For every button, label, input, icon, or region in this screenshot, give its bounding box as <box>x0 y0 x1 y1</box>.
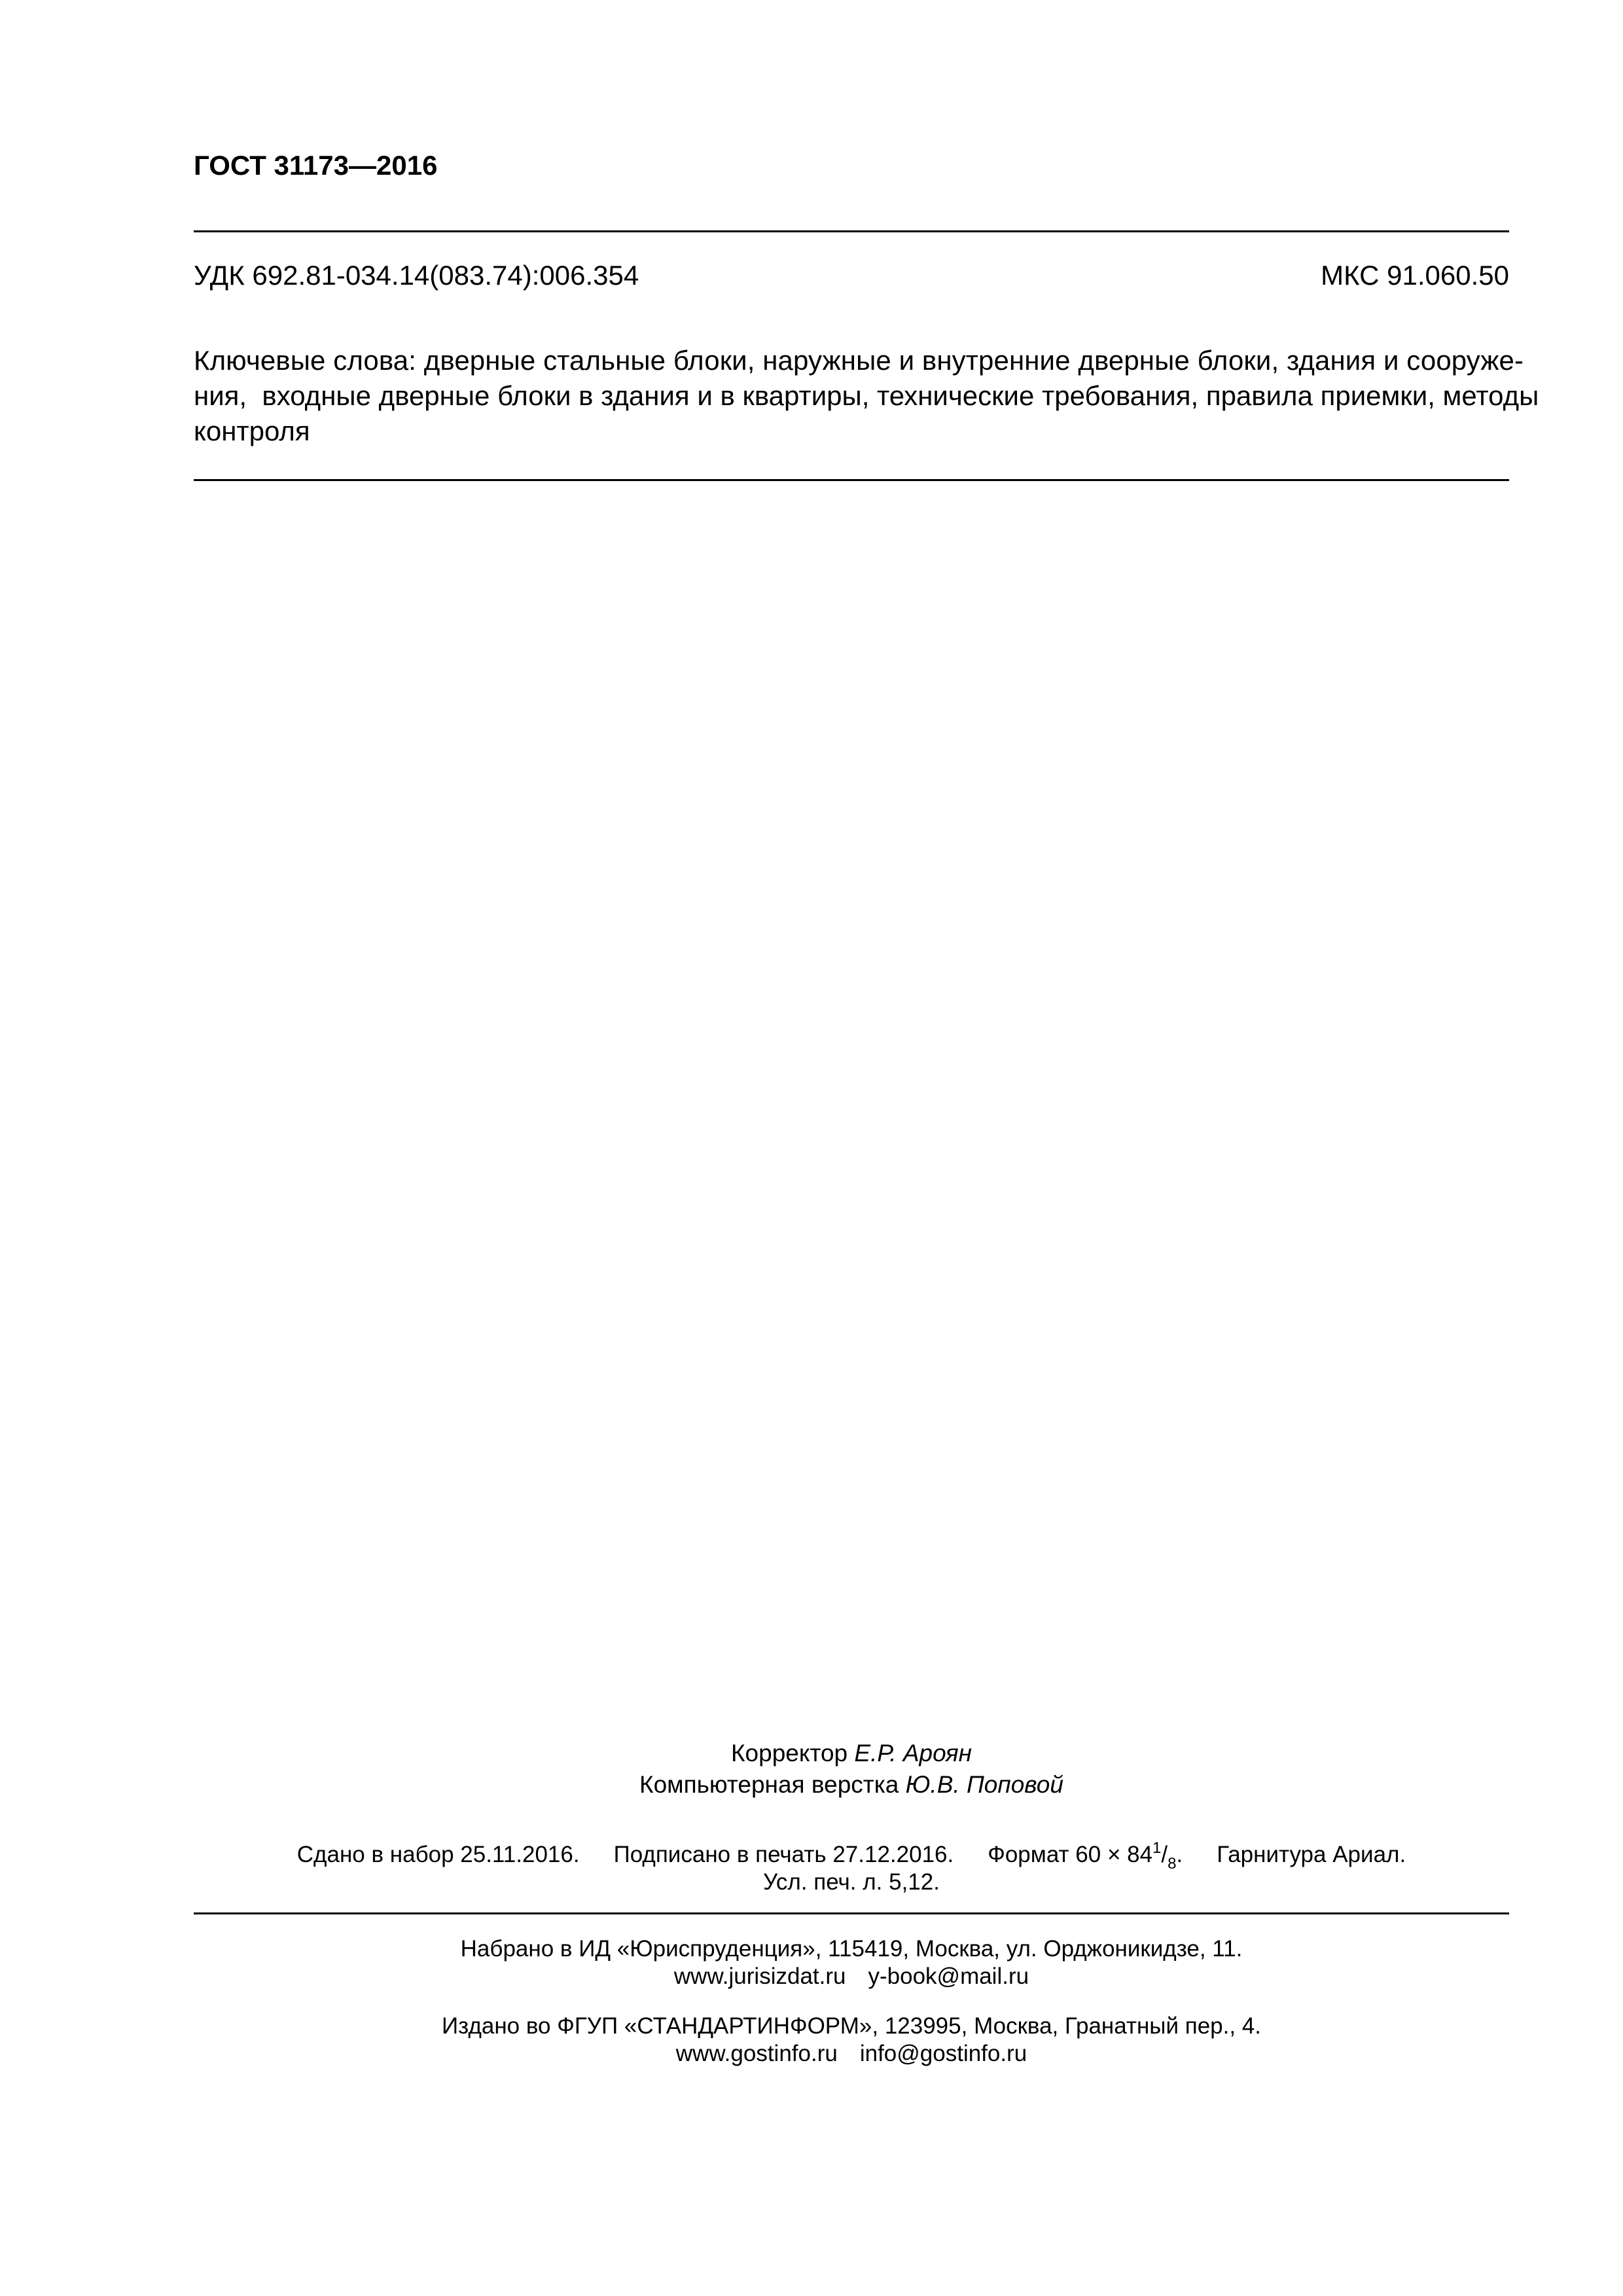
top-divider <box>194 230 1509 232</box>
publisher-line: Издано во ФГУП «СТАНДАРТИНФОРМ», 123995, Москва, Гранатный пер., 4. <box>442 2013 1261 2039</box>
corrector-name: Е.Р. Ароян <box>854 1740 972 1767</box>
paper-format: Формат $60 \times 84^1/_8$. <box>988 1839 1183 1873</box>
bottom-divider <box>194 1912 1509 1914</box>
corrector-label: Корректор <box>730 1740 848 1767</box>
publisher-website[interactable]: www.gostinfo.ru <box>675 2041 838 2066</box>
keywords-block <box>194 343 1539 449</box>
corrector-line <box>0 1738 1623 1768</box>
publisher-contacts <box>0 2039 1623 2068</box>
layout-label: Компьютерная верстка <box>639 1771 899 1798</box>
keywords-line-2: ния, входные дверные блоки в здания и в квартиры, технические требования, правила приемки, методы <box>194 380 1539 411</box>
typeset-contacts <box>0 1962 1623 1991</box>
typeset-email[interactable]: y-book@mail.ru <box>868 1964 1029 1989</box>
typeface: Гарнитура Ариал. <box>1217 1842 1406 1867</box>
typeset-line: Набрано в ИД «Юриспруденция», 115419, Москва, ул. Орджоникидзе, 11. <box>460 1936 1243 1962</box>
keywords-line-3: контроля <box>194 416 310 446</box>
keywords-divider <box>194 479 1509 481</box>
keywords-line-1: Ключевые слова: дверные стальные блоки, наружные и внутренние дверные блоки, здания и сооруже- <box>194 345 1524 376</box>
typeset-website[interactable]: www.jurisizdat.ru <box>673 1964 846 1989</box>
layout-name: Ю.В. Поповой <box>905 1771 1063 1798</box>
standard-number: ГОСТ 31173—2016 <box>194 150 438 181</box>
layout-line <box>0 1770 1623 1800</box>
udk-code: УДК 692.81-034.14(083.74):006.354 <box>194 260 639 291</box>
print-sheets: Усл. печ. л. 5,12. <box>763 1869 940 1895</box>
mks-code: МКС 91.060.50 <box>1321 260 1509 291</box>
publisher-email[interactable]: info@gostinfo.ru <box>859 2041 1027 2066</box>
print-info-line <box>0 1839 1623 1873</box>
submitted-date: Сдано в набор 25.11.2016. <box>296 1842 580 1867</box>
signed-date: Подписано в печать 27.12.2016. <box>613 1842 954 1867</box>
